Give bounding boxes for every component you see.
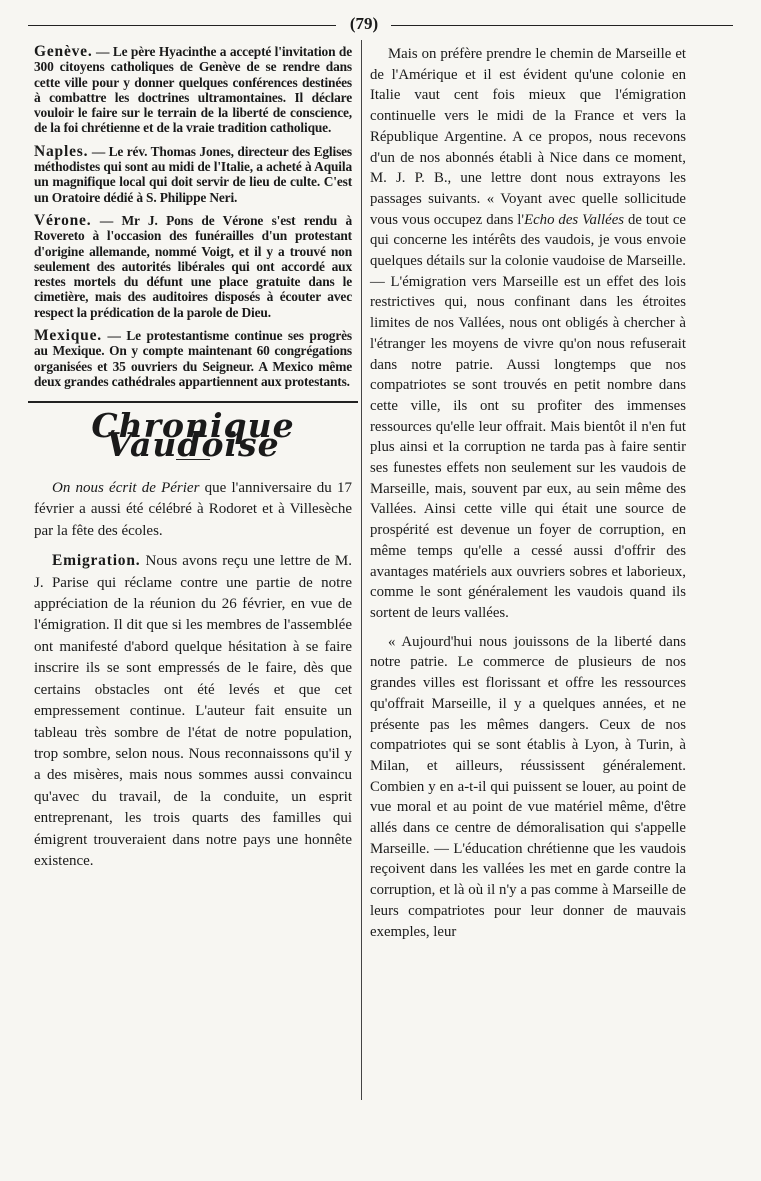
news-text-geneve: — Le père Hyacinthe a accepté l'invitation de 300 citoyens catholiques de Genève de se rendre dans cette ville pour y donner quelques conférences destinées à combattre les doctrines ultramontaines. Il déclare vouloir le faire sur le terrain de la liberté de conscience, de la foi chrétienne et de la vraie tradition catholique.: [34, 44, 352, 136]
header-rule-right: [391, 25, 733, 26]
news-item-geneve: [34, 44, 352, 136]
marseille-paragraph: [370, 44, 686, 624]
newspaper-title: Echo des Vallées: [524, 211, 625, 228]
column-divider: [361, 40, 362, 1100]
page-number: (79): [349, 14, 379, 33]
news-text-verone: — Mr J. Pons de Vérone s'est rendu à Rovereto à l'occasion des funérailles d'un protestant d'origine allemande, nommé Voigt, et il y a trouvé non seulement des autorités libérales qui ont accordé aux restes mortels du défunt une place gratuite dans le cimetière, mais des auditoires disposés à écouter avec respect la prédication de la parole de Dieu.: [34, 212, 352, 320]
emigration-heading: Emigration.: [52, 552, 141, 570]
news-heading-verone: Vérone.: [34, 211, 92, 229]
news-item-verone: [34, 213, 352, 320]
news-items: [34, 44, 352, 389]
left-column: [34, 44, 352, 874]
emigration-text: Nous avons reçu une lettre de M. J. Parise qui réclame contre une partie de notre appréciation de la réunion du 26 février, en vue de l'émigration. Il dit que si les membres de l'assemblée ont manifesté d'abord quelque hésitation à se faire inscrire ils se sont empressés de le faire, dès que certains obstacles ont été levés et que cet empressement continue. L'auteur fait ensuite un tableau très sombre de l'état de notre population, trop sombre, selon nous. Nous reconnaissons qu'il y a des misères, mais nous sommes aussi convaincu qu'avec du travail, de la conduite, un esprit entreprenant, les trois quarts des familles qui émigrent trouveraient dans notre pays une honnête existence.: [34, 553, 352, 869]
header-rule-left: [28, 25, 336, 26]
perier-text: que l'anniversaire du 17 février a aussi été célébré à Rodoret et à Villesèche par la fête des écoles.: [34, 480, 352, 539]
news-heading-naples: Naples.: [34, 142, 89, 160]
section-divider: [28, 401, 358, 403]
news-item-naples: [34, 144, 352, 205]
news-text-naples: — Le rév. Thomas Jones, directeur des Eglises méthodistes qui sont au midi de l'Italie, a acheté à Aquila un magnifique local qui doit servir de lieu de culte. C'est un Oratoire dédié à S. Philippe Neri.: [34, 143, 352, 205]
marseille-text-b: de tout ce qui concerne les intérêts des vaudois, je vous envoie quelques détails sur la colonie vaudoise de Marseille. — L'émigration vers Marseille est un effet des lois restrictives qui, nous confinant dans les étroites limites de nos Vallées, nous ont obligés à chercher à l'étranger les moyens de vivre qu'on nous refuserait dans notre patrie. Aussi longtemps que nos compatriotes se sont trouvés en petit nombre dans cette ville, ils ont su profiter des immenses ressources qu'elle leur offrait. Mais bientôt il n'en fut plus ainsi et la corruption ne tarda pas à faire sentir ses funestes effets non seulement sur les vaudois de Marseille, mais, souvent par eux, au sein même des Vallées. Ainsi cette ville qui était une source de prospérité est devenue un foyer de corruption, en même temps qu'elle a cessé aussi d'offrir des avantages matériels aux ouvriers sobres et laborieux, comme le sont généralement les vaudois quand ils sortent de leurs vallées.: [370, 211, 686, 621]
perier-lead: On nous écrit de Périer: [52, 480, 200, 497]
news-item-mexique: [34, 328, 352, 389]
right-column: [370, 44, 686, 944]
news-heading-mexique: Mexique.: [34, 327, 102, 345]
news-text-mexique: — Le protestantisme continue ses progrès au Mexique. On y compte maintenant 60 congrégations organisées et 35 ouvriers du Seigneur. A Mexico même deux grandes cathédrales appartiennent aux protestants.: [34, 328, 352, 389]
marseille-text-a: Mais on préfère prendre le chemin de Marseille et de l'Amérique et il est évident qu'une colonie en Italie vaut cent fois mieux que l'émigration continuelle vers le midi de la France et vers la République Argentine. A ce propos, nous recevons d'un de nos abonnés établi à Nice dans ce moment, M. J. P. B., une lettre dont nous extrayons les passages suivants. « Voyant avec quelle sollicitude vous vous occupez dans l': [370, 46, 686, 228]
page-header: [28, 14, 733, 34]
news-heading-geneve: Genève.: [34, 43, 93, 60]
liberte-paragraph: « Aujourd'hui nous jouissons de la liberté dans notre patrie. Le commerce de plusieurs de nos grandes villes est florissant et offre les ressources qu'offrait Marseille, il y a quelques années, et ne présente pas les mêmes dangers. Ceux de nos compatriotes qui se sont établis à Lyon, à Turin, à Milan, et ailleurs, réussissent généralement. Combien y en a-t-il qui puissent se louer, au point de vue moral et au point de vue matériel même, d'être allés dans ce centre de démoralisation qui s'appelle Marseille. — L'éducation chrétienne que les vaudois reçoivent dans les vallées les met en garde contre la corruption, et là où il n'y a pas comme à Marseille de leurs compatriotes pour leur donner de mauvais exemples, leur: [370, 633, 686, 940]
perier-paragraph: [34, 478, 352, 542]
chronique-body: [34, 478, 352, 872]
emigration-paragraph: [34, 550, 352, 872]
section-title: Chronique Vaudoise: [91, 406, 295, 465]
